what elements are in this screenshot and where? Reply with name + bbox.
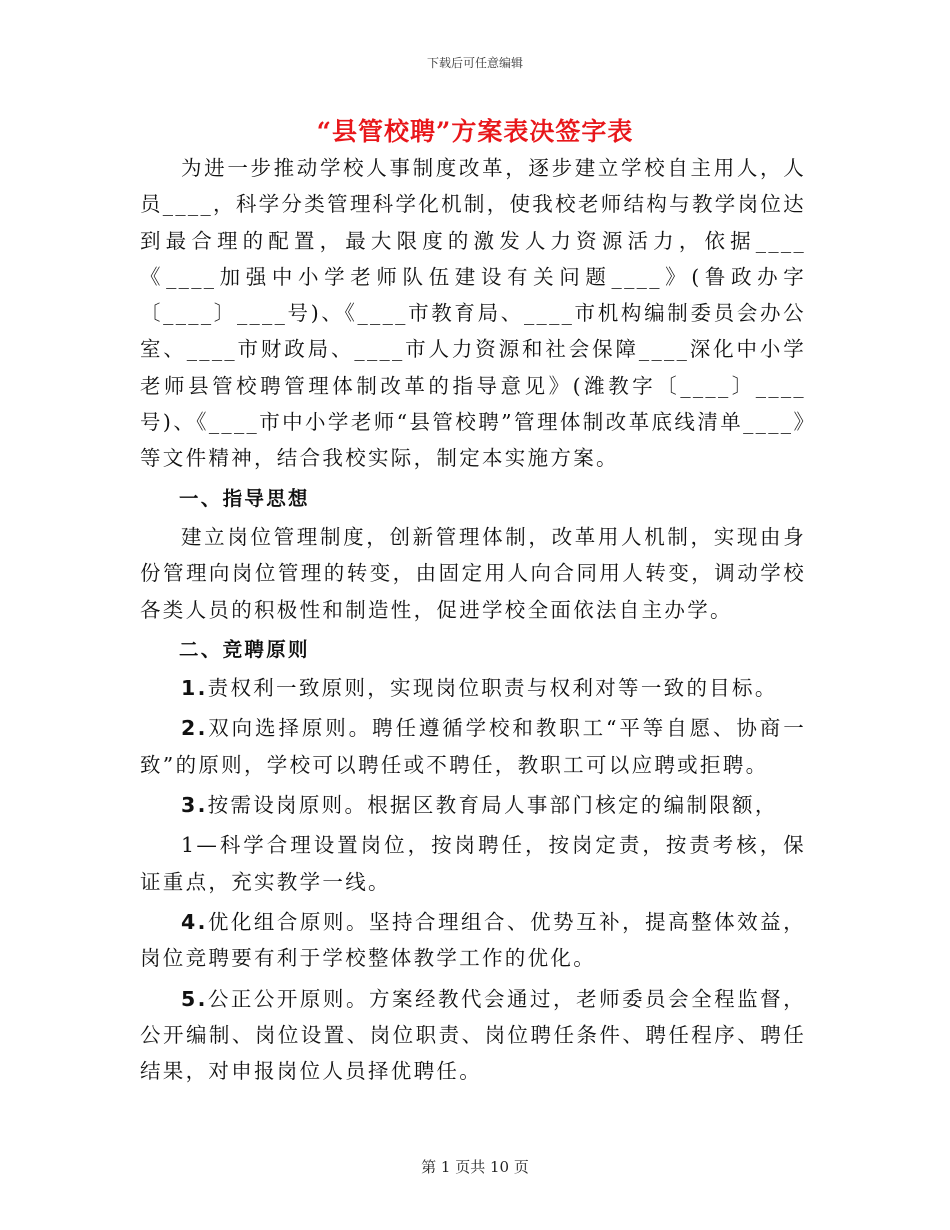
principle-number: 5.: [181, 986, 208, 1011]
document-body: [140, 150, 806, 1093]
principle-number: 4.: [181, 909, 208, 934]
principle-text: 责权利一致原则，实现岗位职责与权利对等一致的目标。: [207, 676, 778, 701]
section-heading-guiding-ideology: 一、指导思想: [179, 486, 310, 510]
principle-item-continuation: [140, 827, 806, 900]
principle-item: [140, 787, 806, 823]
principle-item: [140, 904, 806, 977]
intro-paragraph: 为进一步推动学校人事制度改革，逐步建立学校自主用人，人员____，科学分类管理科学化机制，使我校老师结构与教学岗位达到最合理的配置，最大限度的激发人力资源活力，依据____《____加强中小学老师队伍建设有关问题____》(鲁政办字〔____〕____号)、《____市教育局、____市机构编制委员会办公室、____市财政局、____市人力资源和社会保障____深化中小学老师县管校聘管理体制改革的指导意见》(潍教字〔____〕____号)、《____市中小学老师“县管校聘”管理体制改革底线清单____》等文件精神，结合我校实际，制定本实施方案。: [140, 156, 806, 471]
principle-text: 优化组合原则。坚持合理组合、优势互补，提高整体效益，岗位竞聘要有利于学校整体教学工作的优化。: [140, 909, 806, 971]
principle-text: 公正公开原则。方案经教代会通过，老师委员会全程监督，公开编制、岗位设置、岗位职责、岗位聘任条件、聘任程序、聘任结果，对申报岗位人员择优聘任。: [140, 986, 806, 1084]
principle-item: [140, 981, 806, 1090]
principle-text: 1—科学合理设置岗位，按岗聘任，按岗定责，按责考核，保证重点，充实教学一线。: [140, 833, 806, 894]
header-note: 下载后可任意编辑: [426, 56, 523, 70]
principle-number: 3.: [181, 793, 208, 818]
principle-number: 2.: [181, 716, 208, 741]
document-title: “县管校聘”方案表决签字表: [316, 117, 634, 146]
guiding-ideology-paragraph: 建立岗位管理制度，创新管理体制，改革用人机制，实现由身份管理向岗位管理的转变，由固定用人向合同用人转变，调动学校各类人员的积极性和制造性，促进学校全面依法自主办学。: [140, 524, 806, 622]
principle-text: 双向选择原则。聘任遵循学校和教职工“平等自愿、协商一致”的原则，学校可以聘任或不聘任，教职工可以应聘或拒聘。: [140, 716, 806, 777]
section-heading-recruitment-principles: 二、竞聘原则: [179, 637, 310, 661]
principle-number: 1.: [181, 676, 208, 701]
page-footer: 第 1 页共 10 页: [421, 1158, 529, 1176]
principle-item: [140, 670, 806, 706]
principle-item: [140, 710, 806, 783]
principle-text: 按需设岗原则。根据区教育局人事部门核定的编制限额，: [207, 793, 778, 818]
